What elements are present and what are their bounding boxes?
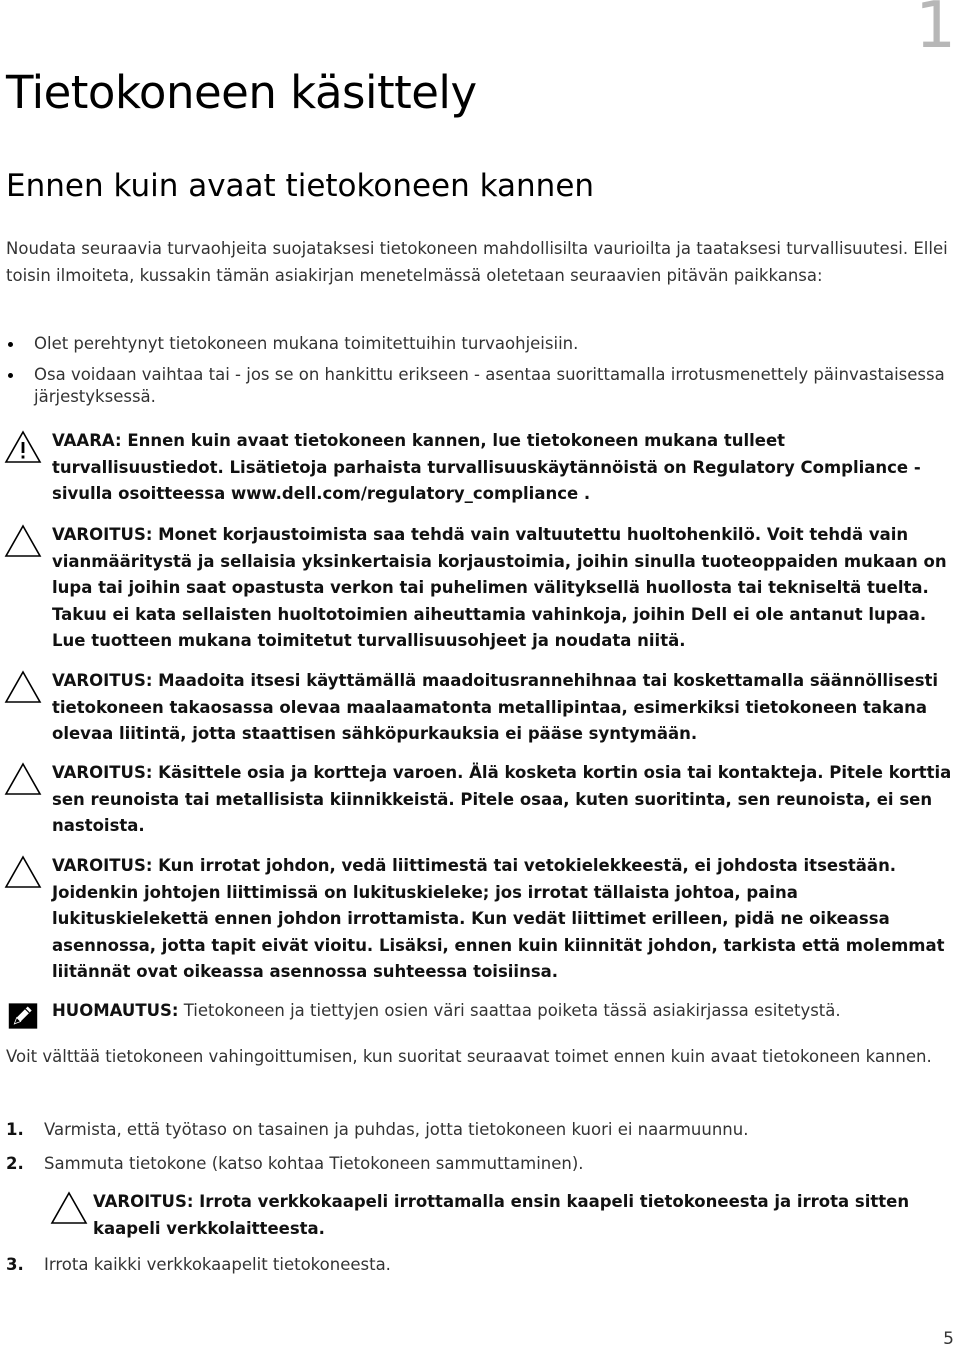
step-caution-notice [50, 1189, 930, 1242]
notice-text: VAROITUS: Irrota verkkokaapeli irrottamalla ensin kaapeli tietokoneesta ja irrota sitten kaapeli verkkolaitteesta. [93, 1192, 910, 1238]
list-item: Osa voidaan vaihtaa tai - jos se on hankittu erikseen - asentaa suorittamalla irrotusmenettely päinvastaisessa järjestyksessä. [6, 364, 956, 408]
list-item: Olet perehtynyt tietokoneen mukana toimitettuihin turvaohjeisiin. [6, 333, 956, 355]
caution-icon [4, 762, 42, 796]
step-number: 1. [6, 1120, 24, 1139]
step-number: 2. [6, 1154, 24, 1173]
caution-icon [4, 855, 42, 889]
step-item [6, 1152, 946, 1176]
step-number: 3. [6, 1255, 24, 1274]
notice-text: VAROITUS: Monet korjaustoimista saa tehdä vain valtuutettu huoltohenkilö. Voit tehdä vain vianmääritystä ja sellaisia yksinkertaisia korjaustoimia, joihin sinulla tuoteoppaiden mukaan on lupa tai joihin saat opastusta verkon tai puhelimen välityksellä huollosta tai tekniseltä tuelta. Takuu ei kata sellaisten huoltotoimien aiheuttamia vahinkoja, joihin Dell ei ole antanut lupaa. Lue tuotteen mukana toimitetut turvallisuusohjeet ja noudata niitä. [52, 525, 947, 650]
notice-text: VAROITUS: Kun irrotat johdon, vedä liittimestä tai vetokielekkeestä, ei johdosta itsestään. Joidenkin johtojen liittimissä on lukituskieleke; jos irrotat tällaista johtoa, paina lukituskielekettä ennen johdon irrottamista. Kun vedät liittimet erilleen, pidä ne oikeassa asennossa, jotta tapit eivät vioitu. Lisäksi, ennen kuin kiinnität johdon, tarkista että molemmat liitännät ovat oikeassa asennossa suhteessa toisiinsa. [52, 856, 945, 981]
step-text: Irrota kaikki verkkokaapelit tietokoneesta. [44, 1255, 391, 1274]
caution-notice [4, 853, 956, 986]
caution-icon [4, 670, 42, 704]
bullet-dot [8, 342, 13, 347]
danger-notice [4, 428, 956, 508]
page-number: 5 [943, 1329, 954, 1349]
notice-text: VAARA: Ennen kuin avaat tietokoneen kannen, lue tietokoneen mukana tulleet turvallisuustiedot. Lisätietoja parhaista turvallisuuskäytännöistä on Regulatory Compliance -sivulla osoitteessa www.dell.com/regulatory_compliance . [52, 431, 921, 503]
section-title: Ennen kuin avaat tietokoneen kannen [6, 168, 595, 204]
bullet-dot [8, 373, 13, 378]
step-item [6, 1118, 946, 1142]
caution-notice [4, 760, 956, 840]
notice-text: VAROITUS: Maadoita itsesi käyttämällä maadoitusrannehihnaa tai koskettamalla säännöllisesti tietokoneen takaosassa olevaa maalaamatonta metallipintaa, esimerkiksi tietokoneen takana olevaa liitintä, jotta staattisen sähköpurkauksia ei pääse syntymään. [52, 671, 939, 743]
danger-icon [4, 430, 42, 464]
pencil-note-icon [8, 1000, 38, 1032]
intro-paragraph: Noudata seuraavia turvaohjeita suojataksesi tietokoneen mahdollisilta vaurioilta ja taataksesi turvallisuutesi. Ellei toisin ilmoiteta, kussakin tämän asiakirjan menetelmässä oletetaan seuraavien pitävän paikkansa: [6, 239, 948, 285]
page-title: Tietokoneen käsittely [6, 66, 477, 119]
chapter-number: 1 [915, 0, 956, 63]
step-text: Varmista, että työtaso on tasainen ja puhdas, jotta tietokoneen kuori ei naarmuunnu. [44, 1120, 749, 1139]
caution-notice [4, 522, 956, 655]
caution-icon [4, 524, 42, 558]
step-item [6, 1253, 946, 1277]
note-label: HUOMAUTUS: [52, 1001, 179, 1020]
caution-notice [4, 668, 956, 748]
body-paragraph: Voit välttää tietokoneen vahingoittumisen, kun suoritat seuraavat toimet ennen kuin avaat tietokoneen kannen. [6, 1047, 932, 1066]
notice-text: HUOMAUTUS: Tietokoneen ja tiettyjen osien väri saattaa poiketa tässä asiakirjassa esitetystä. [52, 1001, 841, 1020]
note-notice [4, 998, 956, 1025]
bullet-list [6, 333, 956, 417]
notice-text: VAROITUS: Käsittele osia ja kortteja varoen. Älä kosketa kortin osia tai kontakteja. Pitele korttia sen reunoista tai metallisista kiinnikkeistä. Pitele osaa, kuten suoritinta, sen reunoista, ei sen nastoista. [52, 763, 952, 835]
step-text: Sammuta tietokone (katso kohtaa Tietokoneen sammuttaminen). [44, 1154, 584, 1173]
caution-icon [50, 1191, 88, 1225]
